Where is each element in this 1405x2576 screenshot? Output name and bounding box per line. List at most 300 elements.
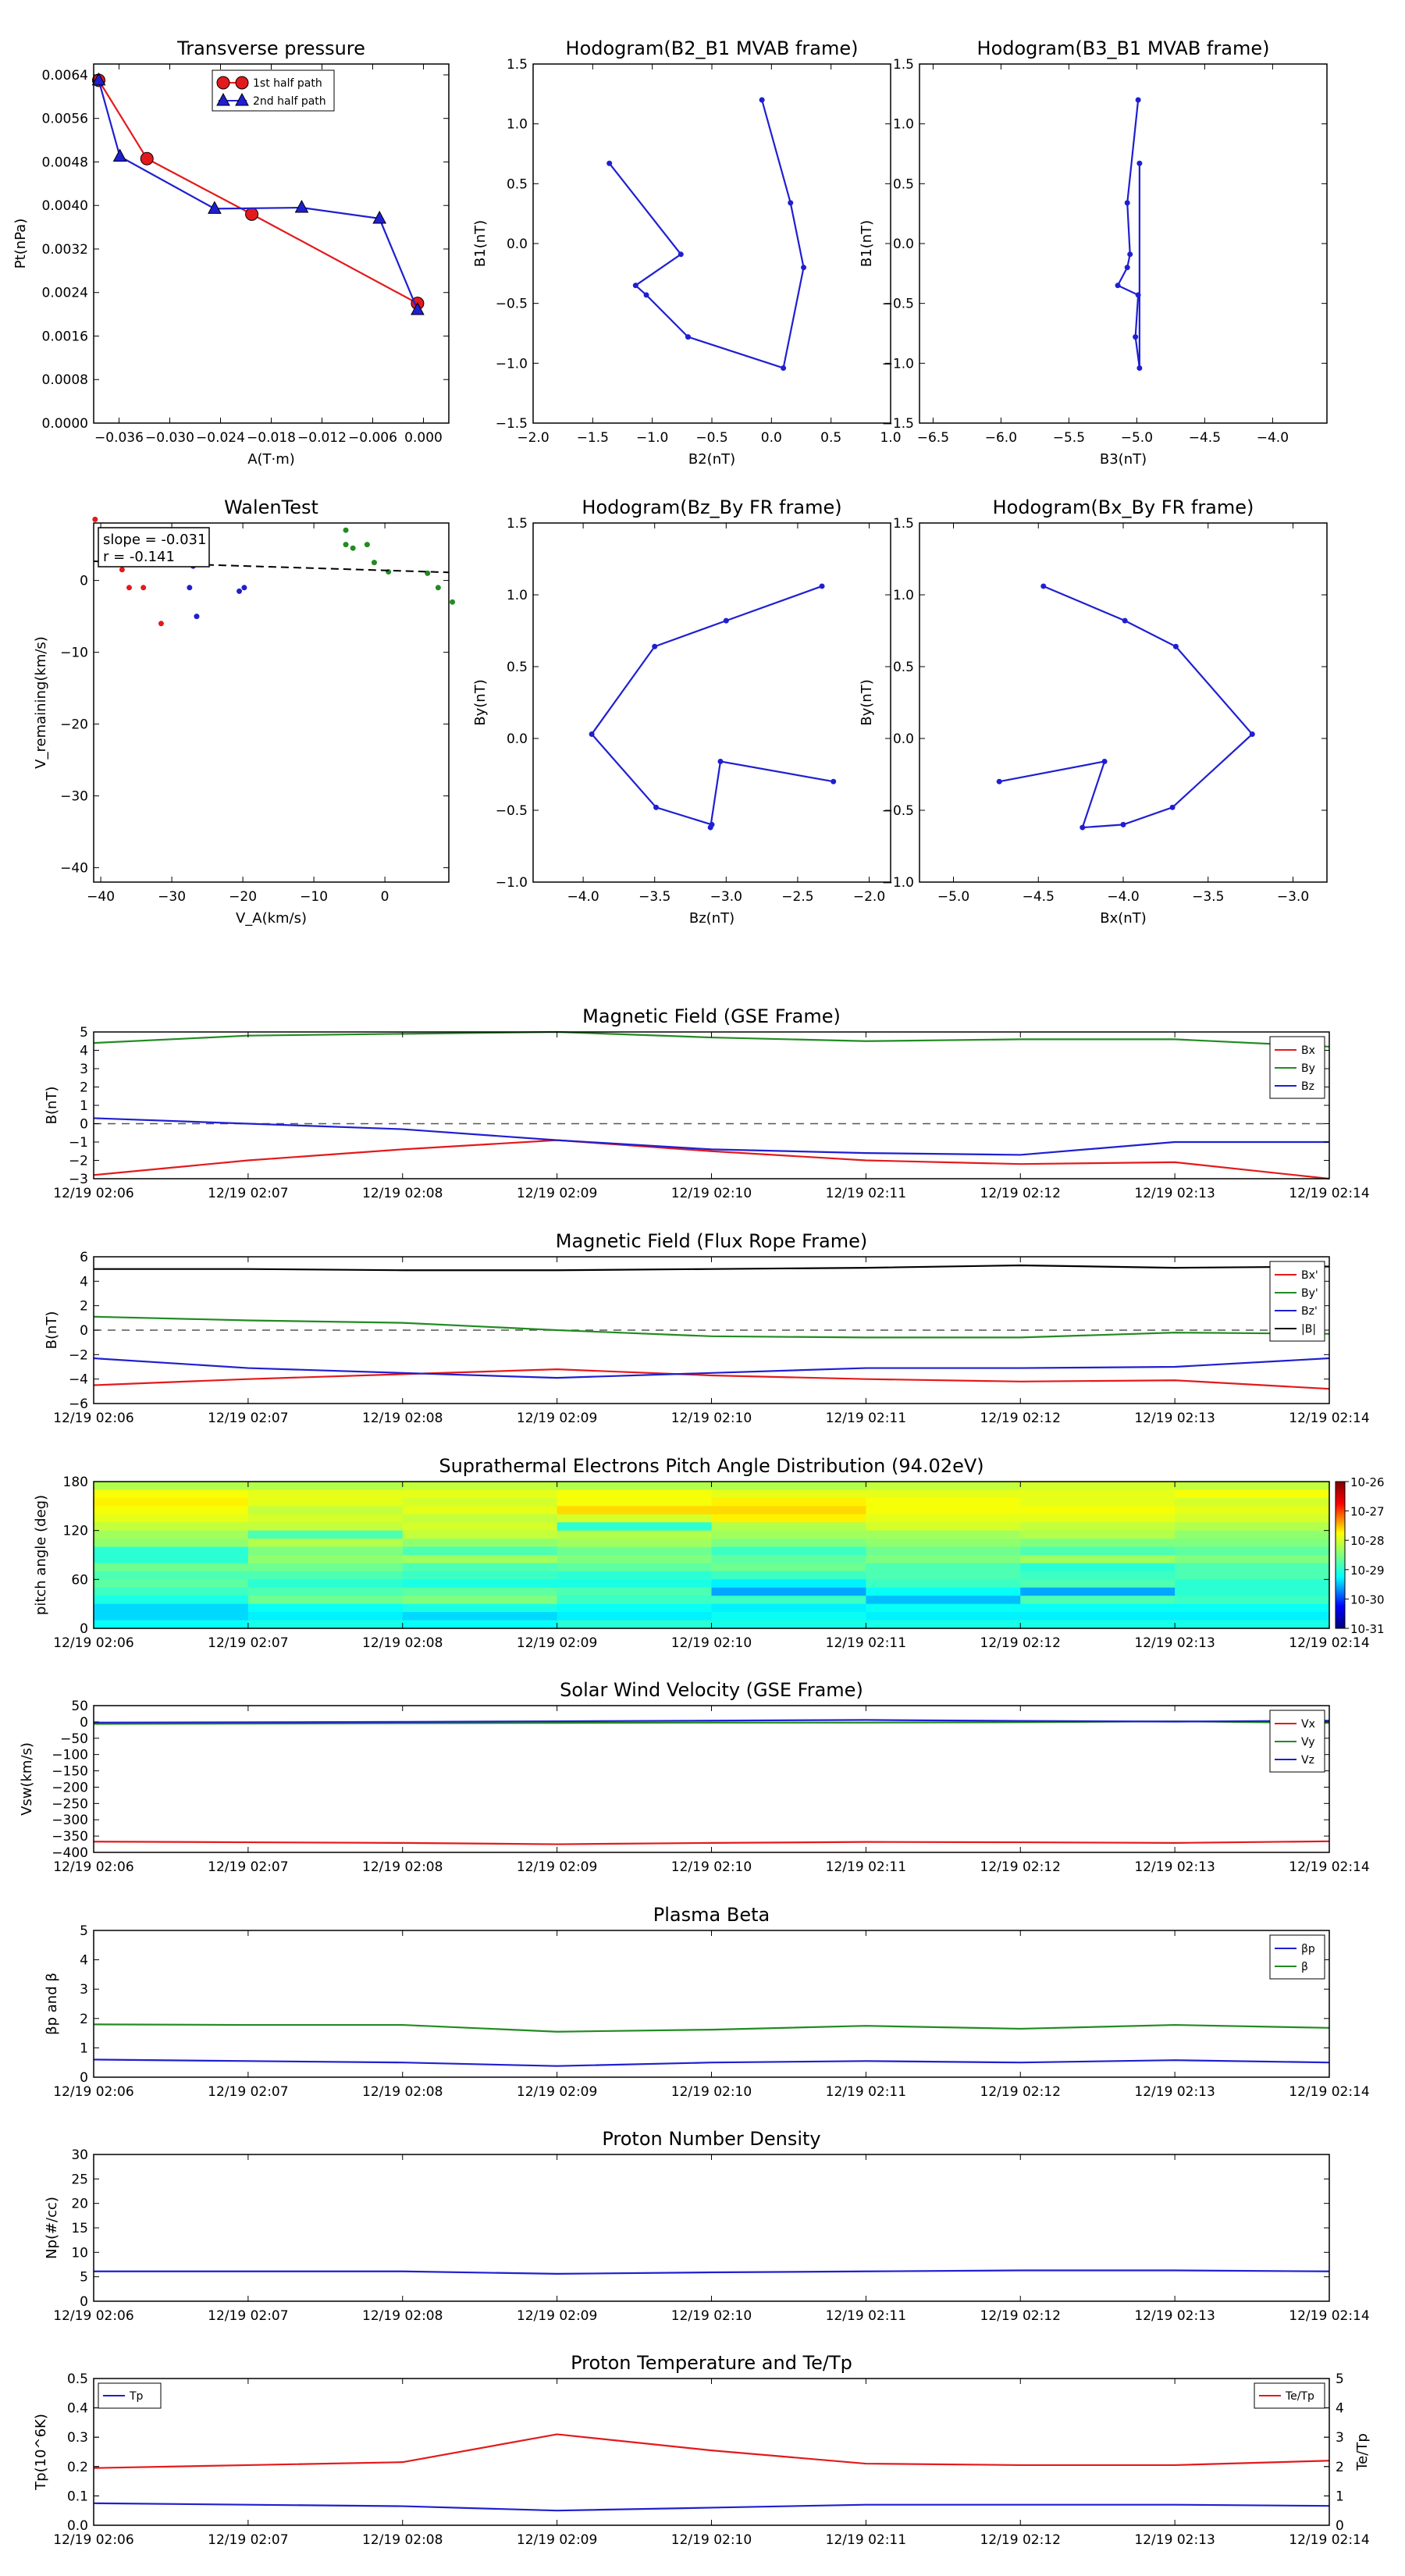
heatmap-cell — [94, 1531, 248, 1539]
heatmap-cell — [248, 1482, 403, 1490]
heatmap-cell — [94, 1547, 248, 1556]
heatmap-cell — [248, 1506, 403, 1514]
plot-frame — [919, 523, 1327, 882]
y-tick-label: 0.1 — [66, 2489, 88, 2505]
heatmap-cell — [403, 1621, 557, 1629]
data-point — [1133, 334, 1138, 340]
y-tick-label: 0 — [80, 1714, 88, 1731]
heatmap-cell — [557, 1571, 712, 1580]
x-tick-label: 12/19 02:14 — [1289, 1859, 1370, 1875]
legend-label: βp — [1301, 1943, 1315, 1955]
x-axis-label: A(T·m) — [247, 451, 295, 468]
heatmap-cell — [712, 1563, 866, 1571]
y-tick-label: 20 — [71, 2196, 88, 2212]
heatmap-cell — [712, 1596, 866, 1604]
y-tick-label: 1.5 — [506, 57, 528, 73]
y-axis-label: pitch angle (deg) — [33, 1494, 49, 1616]
heatmap-cell — [403, 1612, 557, 1621]
heatmap-cell — [403, 1596, 557, 1604]
heatmap-cell — [403, 1489, 557, 1498]
x-tick-label: 0.0 — [760, 430, 782, 446]
heatmap-cell — [94, 1482, 248, 1490]
x-tick-label: 0 — [380, 889, 389, 905]
data-point — [1173, 644, 1179, 649]
r-text: r = -0.141 — [103, 549, 175, 565]
chart-proton-density — [44, 2128, 1370, 2324]
y-tick-label: −1.0 — [495, 875, 528, 891]
x-tick-label: 12/19 02:14 — [1289, 1186, 1370, 1201]
legend-label: β — [1301, 1961, 1308, 1973]
heatmap-cell — [1020, 1612, 1175, 1621]
data-point — [1125, 200, 1130, 205]
heatmap-cell — [94, 1563, 248, 1571]
y-tick-label: 0.0056 — [41, 111, 88, 127]
x-tick-label: 12/19 02:13 — [1134, 2084, 1215, 2100]
chart-plasma-beta — [44, 1904, 1370, 2100]
y-tick-label: 0.5 — [506, 660, 528, 675]
data-point — [187, 585, 192, 590]
chart-solar-wind-velocity — [19, 1679, 1370, 1875]
y-tick-label: 0.0008 — [41, 372, 88, 389]
heatmap-cell — [712, 1482, 866, 1490]
x-axis-label: Bx(nT) — [1100, 910, 1147, 927]
x-tick-label: −0.5 — [695, 430, 728, 446]
heatmap-cell — [712, 1588, 866, 1596]
x-tick-label: −0.006 — [348, 430, 397, 446]
heatmap-cell — [248, 1563, 403, 1571]
legend — [1270, 1261, 1325, 1341]
heatmap-cell — [1020, 1563, 1175, 1571]
y-tick-label: 4 — [80, 1952, 88, 1969]
heatmap-cell — [1020, 1522, 1175, 1531]
y2-tick-label: 2 — [1336, 2459, 1344, 2475]
heatmap-cell — [1020, 1531, 1175, 1539]
x-tick-label: 1.0 — [880, 430, 902, 446]
heatmap-cell — [1020, 1588, 1175, 1596]
y-tick-label: −1.5 — [881, 416, 914, 432]
y-tick-label: 0.0040 — [41, 198, 88, 215]
y-tick-label: −40 — [60, 860, 88, 877]
colorbar-label: 10-27 — [1350, 1504, 1385, 1519]
x-tick-label: −2.0 — [852, 889, 886, 905]
x-tick-label: 12/19 02:09 — [516, 2532, 598, 2548]
heatmap-cell — [1020, 1482, 1175, 1490]
heatmap-cell — [403, 1555, 557, 1564]
heatmap-cell — [712, 1531, 866, 1539]
legend-label: Vz — [1301, 1754, 1314, 1767]
heatmap-cell — [712, 1621, 866, 1629]
data-point — [1136, 365, 1142, 371]
chart-proton-temperature — [33, 2352, 1371, 2548]
x-tick-label: 12/19 02:10 — [670, 2084, 752, 2100]
heatmap-cell — [1175, 1612, 1329, 1621]
data-point — [236, 76, 248, 89]
y-tick-label: −6 — [68, 1397, 88, 1412]
heatmap-cell — [1020, 1621, 1175, 1629]
y-axis-label: βp and β — [44, 1973, 60, 2035]
y-tick-label: 0.2 — [66, 2459, 88, 2475]
x-tick-label: −5.5 — [1052, 430, 1086, 446]
heatmap-cell — [403, 1547, 557, 1556]
x-tick-label: 12/19 02:10 — [670, 2532, 752, 2548]
heatmap-cell — [94, 1571, 248, 1580]
heatmap-cell — [712, 1506, 866, 1514]
heatmap-cell — [557, 1539, 712, 1547]
data-point — [653, 805, 659, 810]
x-tick-label: −0.036 — [94, 430, 144, 446]
heatmap-cell — [557, 1588, 712, 1596]
heatmap-cell — [557, 1579, 712, 1588]
y-tick-label: 0.5 — [66, 2371, 88, 2387]
y-tick-label: 0 — [80, 2294, 88, 2310]
chart-title: Proton Number Density — [602, 2128, 821, 2150]
y-tick-label: 0.4 — [66, 2400, 88, 2417]
chart-hodogram-b2-b1 — [472, 37, 902, 468]
x-axis-label: B3(nT) — [1099, 451, 1147, 468]
x-tick-label: 12/19 02:11 — [825, 2532, 907, 2548]
heatmap-cell — [1175, 1588, 1329, 1596]
x-axis-label: Bz(nT) — [688, 910, 735, 927]
x-tick-label: 12/19 02:11 — [825, 1635, 907, 1651]
heatmap-cell — [1020, 1579, 1175, 1588]
y-axis-label: B1(nT) — [472, 219, 489, 268]
data-point — [831, 779, 836, 785]
y-tick-label: −50 — [60, 1731, 88, 1747]
y-tick-label: 0.5 — [892, 660, 914, 675]
data-point — [652, 644, 657, 649]
y2-tick-label: 0 — [1336, 2518, 1344, 2534]
colorbar-label: 10-26 — [1350, 1475, 1385, 1489]
y-tick-label: 1.0 — [506, 116, 528, 133]
heatmap-cell — [248, 1555, 403, 1564]
y-axis-label: By(nT) — [859, 679, 875, 726]
heatmap-cell — [1175, 1579, 1329, 1588]
y-axis-label: B1(nT) — [859, 219, 875, 268]
y-tick-label: 0 — [80, 1116, 88, 1133]
heatmap-cell — [866, 1555, 1020, 1564]
series-line — [94, 2434, 1329, 2467]
plot-frame — [94, 523, 449, 882]
heatmap-cell — [1175, 1596, 1329, 1604]
y-tick-label: 0.5 — [506, 176, 528, 193]
data-point — [1125, 265, 1130, 270]
y-tick-label: 0.0 — [66, 2518, 88, 2534]
heatmap-cell — [1020, 1514, 1175, 1523]
chart-transverse-pressure — [12, 37, 449, 468]
legend — [212, 70, 334, 111]
data-point — [606, 161, 612, 166]
colorbar — [1336, 1482, 1345, 1628]
x-tick-label: 12/19 02:06 — [53, 1186, 134, 1201]
legend-label: Te/Tp — [1286, 2390, 1314, 2403]
heatmap-cell — [557, 1498, 712, 1507]
heatmap-cell — [403, 1514, 557, 1523]
legend-label: Vx — [1301, 1718, 1315, 1731]
y-tick-label: 0.5 — [892, 176, 914, 193]
data-point — [1040, 583, 1046, 589]
data-point — [217, 76, 229, 89]
heatmap-cell — [403, 1531, 557, 1539]
heatmap-cell — [866, 1498, 1020, 1507]
x-tick-label: 12/19 02:13 — [1134, 1635, 1215, 1651]
y-tick-label: 0.0064 — [41, 67, 88, 84]
heatmap-cell — [94, 1539, 248, 1547]
x-tick-label: 12/19 02:08 — [362, 2532, 443, 2548]
y-tick-label: −150 — [52, 1763, 88, 1780]
heatmap-cell — [94, 1522, 248, 1531]
x-tick-label: −3.5 — [1192, 889, 1225, 905]
data-point — [1136, 292, 1141, 297]
data-point — [350, 546, 356, 551]
x-tick-label: −3.0 — [710, 889, 742, 905]
heatmap-cell — [557, 1596, 712, 1604]
heatmap-cell — [866, 1482, 1020, 1490]
slope-text: slope = -0.031 — [103, 532, 207, 548]
y-tick-label: −200 — [52, 1780, 88, 1796]
annotation-box — [98, 528, 209, 567]
heatmap-cell — [866, 1588, 1020, 1596]
chart-title: Suprathermal Electrons Pitch Angle Distribution (94.02eV) — [439, 1455, 984, 1477]
data-point — [241, 585, 247, 590]
legend-label: 2nd half path — [253, 95, 326, 108]
data-point — [246, 208, 258, 220]
heatmap-cell — [712, 1612, 866, 1621]
data-point — [801, 265, 806, 270]
x-tick-label: 12/19 02:08 — [362, 2084, 443, 2100]
data-point — [788, 200, 793, 205]
data-point — [644, 292, 649, 297]
y-tick-label: −350 — [52, 1829, 88, 1845]
heatmap-cell — [1175, 1539, 1329, 1547]
x-tick-label: 12/19 02:13 — [1134, 1186, 1215, 1201]
x-tick-label: −4.0 — [1256, 430, 1289, 446]
series-line — [94, 1317, 1329, 1338]
heatmap-cell — [712, 1555, 866, 1564]
y-tick-label: 10 — [71, 2245, 88, 2261]
x-tick-label: 12/19 02:07 — [208, 1859, 289, 1875]
colorbar-label: 10-28 — [1350, 1534, 1385, 1549]
x-tick-label: 12/19 02:08 — [362, 1411, 443, 1426]
legend-right — [1254, 2383, 1325, 2408]
heatmap-cell — [557, 1482, 712, 1490]
x-tick-label: 12/19 02:07 — [208, 1411, 289, 1426]
heatmap-cell — [712, 1498, 866, 1507]
y-tick-label: 1 — [80, 2041, 88, 2057]
chart-title: Hodogram(B3_B1 MVAB frame) — [976, 37, 1270, 59]
x-tick-label: 12/19 02:09 — [516, 2308, 598, 2324]
x-tick-label: 12/19 02:10 — [670, 1859, 752, 1875]
y-tick-label: −100 — [52, 1747, 88, 1763]
y-tick-label: 0.0 — [506, 237, 528, 252]
y2-tick-label: 5 — [1336, 2371, 1344, 2387]
y-tick-label: 5 — [80, 2269, 88, 2286]
x-tick-label: 12/19 02:13 — [1134, 2308, 1215, 2324]
x-tick-label: −40 — [87, 889, 116, 905]
chart-pitch-angle — [33, 1455, 1385, 1651]
heatmap-cell — [1020, 1506, 1175, 1514]
data-point — [1136, 161, 1142, 166]
series-line — [610, 100, 804, 368]
x-tick-label: 12/19 02:13 — [1134, 1859, 1215, 1875]
heatmap-cell — [866, 1489, 1020, 1498]
chart-title: Hodogram(Bx_By FR frame) — [992, 496, 1254, 518]
y-axis-label: Vsw(km/s) — [19, 1742, 35, 1816]
data-point — [158, 621, 164, 626]
heatmap-cell — [866, 1621, 1020, 1629]
heatmap-cell — [866, 1522, 1020, 1531]
x-tick-label: 12/19 02:12 — [980, 1859, 1061, 1875]
data-point — [296, 201, 308, 212]
heatmap-cell — [1175, 1563, 1329, 1571]
data-point — [678, 251, 684, 257]
x-tick-label: 12/19 02:14 — [1289, 1411, 1370, 1426]
heatmap-cell — [1020, 1539, 1175, 1547]
heatmap-cell — [403, 1604, 557, 1613]
data-point — [685, 334, 691, 340]
y-tick-label: 1 — [80, 1098, 88, 1114]
x-tick-label: 12/19 02:06 — [53, 2084, 134, 2100]
y-tick-label: 1.0 — [892, 588, 914, 603]
x-tick-label: 12/19 02:12 — [980, 2084, 1061, 2100]
y-tick-label: 60 — [71, 1572, 88, 1589]
plot-frame — [94, 2154, 1329, 2301]
heatmap-cell — [248, 1612, 403, 1621]
y-tick-label: −2 — [68, 1347, 88, 1364]
chart-title: Magnetic Field (Flux Rope Frame) — [555, 1230, 868, 1252]
data-point — [119, 567, 125, 572]
x-axis-label: B2(nT) — [688, 451, 736, 468]
y-tick-label: 0.0 — [506, 731, 528, 747]
x-tick-label: 12/19 02:13 — [1134, 1411, 1215, 1426]
y-tick-label: 0 — [80, 1323, 88, 1339]
x-tick-label: 12/19 02:10 — [670, 1186, 752, 1201]
x-tick-label: 12/19 02:11 — [825, 1186, 907, 1201]
colorbar-label: 10-29 — [1350, 1563, 1385, 1578]
heatmap-cell — [403, 1588, 557, 1596]
y-tick-label: −30 — [60, 788, 88, 805]
heatmap-cell — [248, 1547, 403, 1556]
y-tick-label: 2 — [80, 1080, 88, 1096]
series-line — [94, 1265, 1329, 1270]
y-tick-label: 6 — [80, 1250, 88, 1265]
heatmap-cell — [1020, 1555, 1175, 1564]
heatmap-cell — [1175, 1522, 1329, 1531]
x-tick-label: 12/19 02:11 — [825, 2308, 907, 2324]
series-line — [94, 1841, 1329, 1845]
plot-frame — [533, 64, 891, 423]
heatmap-cell — [1175, 1498, 1329, 1507]
x-tick-label: 12/19 02:12 — [980, 2532, 1061, 2548]
heatmap-cell — [403, 1522, 557, 1531]
heatmap-cell — [94, 1506, 248, 1514]
x-tick-label: −6.0 — [984, 430, 1018, 446]
x-tick-label: 12/19 02:14 — [1289, 1635, 1370, 1651]
x-tick-label: 12/19 02:08 — [362, 2308, 443, 2324]
y-axis-label: V_remaining(km/s) — [33, 636, 49, 769]
y-tick-label: 0.0024 — [41, 285, 88, 301]
legend — [1270, 1037, 1325, 1098]
x-tick-label: 12/19 02:07 — [208, 2308, 289, 2324]
heatmap-cell — [557, 1563, 712, 1571]
x-tick-label: 12/19 02:12 — [980, 2308, 1061, 2324]
data-point — [1122, 618, 1128, 624]
data-point — [633, 283, 638, 288]
plot-frame — [94, 64, 449, 423]
x-tick-label: −6.5 — [916, 430, 950, 446]
data-point — [436, 585, 441, 590]
heatmap-cell — [94, 1612, 248, 1621]
colorbar-label: 10-31 — [1350, 1622, 1385, 1636]
y-tick-label: −10 — [60, 645, 88, 661]
y-tick-label: −4 — [68, 1372, 88, 1388]
heatmap-cell — [866, 1612, 1020, 1621]
legend-label: By' — [1301, 1287, 1318, 1300]
data-point — [997, 779, 1002, 785]
heatmap-cell — [248, 1604, 403, 1613]
heatmap-cell — [1175, 1482, 1329, 1490]
heatmap-cell — [1175, 1571, 1329, 1580]
y-tick-label: 4 — [80, 1274, 88, 1290]
legend-label: Bx' — [1301, 1269, 1318, 1282]
y-tick-label: 1.0 — [506, 588, 528, 603]
heatmap-cell — [403, 1579, 557, 1588]
data-point — [708, 825, 713, 831]
heatmap-cell — [557, 1547, 712, 1556]
plot-frame — [919, 64, 1327, 423]
heatmap-cell — [866, 1579, 1020, 1588]
heatmap-cell — [712, 1579, 866, 1588]
heatmap-cell — [712, 1604, 866, 1613]
plot-frame — [94, 1706, 1329, 1852]
heatmap-cell — [1020, 1604, 1175, 1613]
y-tick-label: −3 — [68, 1172, 88, 1187]
x-tick-label: 12/19 02:09 — [516, 1186, 598, 1201]
series-line — [94, 2271, 1329, 2274]
series-line — [99, 80, 418, 304]
x-tick-label: −5.0 — [937, 889, 970, 905]
heatmap-cell — [248, 1531, 403, 1539]
y-tick-label: −0.5 — [495, 296, 528, 312]
y-tick-label: 25 — [71, 2172, 88, 2188]
y-tick-label: 1.0 — [892, 116, 914, 133]
series-line — [94, 2059, 1329, 2065]
x-tick-label: −0.018 — [247, 430, 296, 446]
heatmap-cell — [403, 1563, 557, 1571]
y-tick-label: 0.0048 — [41, 155, 88, 171]
y-tick-label: −0.5 — [881, 803, 914, 819]
y2-tick-label: 4 — [1336, 2400, 1344, 2417]
legend-label: Bz' — [1301, 1305, 1318, 1318]
y-tick-label: 0.0032 — [41, 241, 88, 258]
legend-label: Bz — [1301, 1080, 1314, 1093]
x-tick-label: −1.5 — [576, 430, 609, 446]
x-tick-label: 12/19 02:09 — [516, 1859, 598, 1875]
x-tick-label: 12/19 02:10 — [670, 1411, 752, 1426]
y-tick-label: 30 — [71, 2147, 88, 2163]
x-tick-label: −0.024 — [196, 430, 245, 446]
data-point — [343, 528, 349, 533]
x-tick-label: 12/19 02:12 — [980, 1635, 1061, 1651]
x-tick-label: 12/19 02:09 — [516, 1411, 598, 1426]
y-tick-label: 1.5 — [506, 516, 528, 532]
heatmap-cell — [1175, 1547, 1329, 1556]
heatmap-cell — [248, 1571, 403, 1580]
x-tick-label: 12/19 02:09 — [516, 2084, 598, 2100]
y-tick-label: −2 — [68, 1153, 88, 1169]
heatmap-cell — [866, 1514, 1020, 1523]
heatmap-cell — [557, 1514, 712, 1523]
heatmap-cell — [557, 1612, 712, 1621]
